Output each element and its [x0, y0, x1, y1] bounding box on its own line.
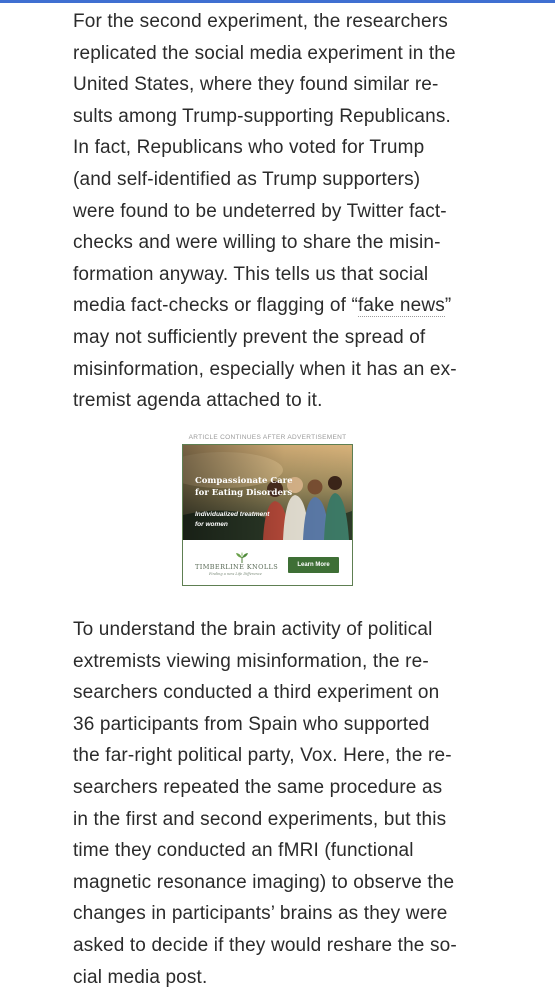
text-line: (and self-identified as Trump supporters): [73, 168, 421, 190]
text-line-with-link: [73, 290, 473, 322]
paragraph-third-experiment: [73, 614, 473, 993]
text-line: For the second experiment, the researchers: [73, 11, 448, 32]
advertisement: [182, 432, 353, 586]
text-line: were found to be undeterred by Twitter fact-: [73, 200, 447, 222]
text-line: cial media post.: [73, 966, 208, 988]
text-line: searchers conducted a third experiment on: [73, 682, 440, 704]
text-line: misinformation, especially when it has an ex-: [73, 358, 457, 380]
text-line: magnetic resonance imaging) to observe the: [73, 871, 455, 893]
ad-sub-line: Individualized treatment: [195, 511, 270, 518]
ad-headline-line: Compassionate Care: [195, 476, 293, 486]
text-line: may not sufficiently prevent the spread of: [73, 326, 426, 348]
text-line: 36 participants from Spain who supported: [73, 713, 430, 735]
paragraph-second-experiment: [73, 6, 473, 417]
text-line: replicated the social media experiment in the: [73, 42, 456, 64]
text-line: the far-right political party, Vox. Here, the re-: [73, 745, 452, 767]
advertiser-logo-tagline: Finding a new Life Difference: [209, 572, 262, 576]
ad-headline-line: for Eating Disorders: [195, 488, 293, 498]
fake-news-link[interactable]: fake news: [357, 295, 445, 317]
text-line: time they conducted an fMRI (functional: [73, 840, 414, 862]
text-line: extremists viewing misinformation, the re-: [73, 650, 429, 672]
text-line: in the first and second experiments, but this: [73, 808, 447, 830]
ad-disclaimer-label: ARTICLE CONTINUES AFTER ADVERTISEMENT: [188, 434, 347, 441]
advertiser-logo-name: TIMBERLINE KNOLLS: [195, 563, 279, 571]
article-body-continued: [73, 614, 473, 993]
text-line: checks and were willing to share the misin-: [73, 232, 441, 254]
top-accent-bar: [0, 0, 555, 3]
ad-sub-line: for women: [195, 521, 228, 528]
text-line: asked to decide if they would reshare the so-: [73, 934, 457, 956]
ad-banner[interactable]: [182, 444, 353, 586]
ad-photo-women-group: [183, 445, 352, 540]
text-line: To understand the brain activity of political: [73, 619, 433, 640]
text-line: searchers repeated the same procedure as: [73, 776, 443, 798]
text-line: In fact, Republicans who voted for Trump: [73, 137, 425, 159]
text-line: tremist agenda attached to it.: [73, 390, 323, 412]
ad-footer: [183, 540, 352, 585]
text-line: formation anyway. This tells us that social: [73, 263, 429, 285]
text-line: United States, where they found similar re-: [73, 74, 439, 96]
ad-subheadline: [195, 510, 290, 530]
learn-more-button[interactable]: Learn More: [288, 557, 339, 573]
ad-headline: [195, 475, 295, 499]
text-line: changes in participants’ brains as they were: [73, 903, 448, 925]
text-fragment: ”: [444, 295, 452, 317]
text-line: sults among Trump-supporting Republicans.: [73, 105, 451, 127]
article-body: [73, 6, 473, 417]
text-fragment: media fact-checks or flagging of “: [73, 295, 358, 317]
